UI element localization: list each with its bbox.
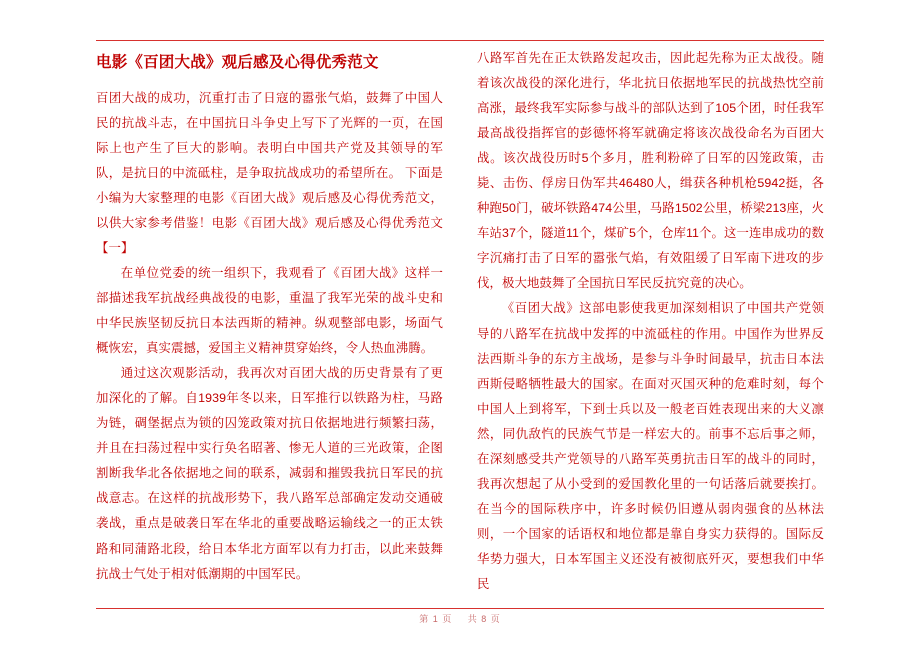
page-title: 电影《百团大战》观后感及心得优秀范文 (96, 54, 379, 71)
document-content (96, 46, 824, 604)
top-divider-rule (96, 40, 824, 41)
footer-total-pages: 共 8 页 (467, 614, 501, 624)
footer-page-number: 第 1 页 (419, 614, 453, 624)
right-column (477, 46, 824, 604)
left-column (96, 46, 443, 604)
paragraph: 《百团大战》这部电影使我更加深刻相识了中国共产党领导的八路军在抗战中发挥的中流砥柱的作用。中国作为世界反法西斯斗争的东方主战场，是参与斗争时间最早，抗击日本法西斯侵略牺牲最大的国家。在面对灭国灭种的危难时刻，每个中国人上到将军，下到士兵以及一般老百姓表现出来的大义凛然，同仇敌忾的民族气节是一样宏大的。前事不忘后事之师，在深刻感受共产党领导的八路军英勇抗击日军的战斗的同时，我再次想起了从小受到的爱国教化里的一句话落后就要挨打。在当今的国际秩序中，许多时候仍旧遵从弱肉强食的丛林法则，一个国家的话语权和地位都是靠自身实力获得的。国际反华势力强大，日本军国主义还没有被彻底歼灭，要想我们中华民 (477, 301, 824, 591)
paragraph: 八路军首先在正太铁路发起攻击，因此起先称为正太战役。随着该次战役的深化进行，华北抗日依据地军民的抗战热忱空前高涨，最终我军实际参与战斗的部队达到了105个团，时任我军最高战役指挥官的彭德怀将军就确定将该次战役命名为百团大战。该次战役历时5个多月，胜利粉碎了日军的囚笼政策，击毙、击伤、俘房日伪军共46480人，缉获各种机枪5942挺，各种跑50门，破坏铁路474公里，马路1502公里，桥梁213座，火车站37个，隧道11个，煤矿5个，仓库11个。这一连串成功的数字沉痛打击了日军的嚣张气焰，有效阻缓了日军南下进攻的步伐，极大地鼓舞了全国抗日军民反抗究竟的决心。 (477, 51, 824, 291)
page-footer (0, 612, 920, 625)
paragraph: 在单位党委的统一组织下，我观看了《百团大战》这样一部描述我军抗战经典战役的电影，重温了我军光荣的战斗史和中华民族坚韧反抗日本法西斯的精神。纵观整部电影，场面气概恢宏，真实震撼，爱国主义精神贯穿始终，令人热血沸腾。 (96, 266, 443, 356)
paragraph: 通过这次观影活动，我再次对百团大战的历史背景有了更加深化的了解。自1939年冬以来，日军推行以铁路为柱，马路为链，碉堡据点为锁的囚笼政策对抗日依据地进行频繁扫荡，并且在扫荡过程中实行奂名昭著、惨无人道的三光政策，企图割断我华北各依据地之间的联系，减弱和摧毁我抗日军民的抗战意志。在这样的抗战形势下，我八路军总部确定发动交通破袭战，重点是破袭日军在华北的重要战略运输线之一的正太铁路和同蒲路北段，给日本华北方面军以有力打击，以此来鼓舞抗战士气处于相对低潮期的中国军民。 (96, 366, 443, 581)
paragraph: 百团大战的成功，沉重打击了日寇的嚣张气焰，鼓舞了中国人民的抗战斗志，在中国抗日斗争史上写下了光辉的一页，在国际上也产生了巨大的影响。表明白中国共产党及其领导的军队，是抗日的中流砥柱，是争取抗战成功的希望所在。 下面是小编为大家整理的电影《百团大战》观后感及心得优秀范文，以供大家参考借鉴！电影《百团大战》观后感及心得优秀范文【一】 (96, 90, 443, 255)
bottom-divider-rule (96, 608, 824, 609)
